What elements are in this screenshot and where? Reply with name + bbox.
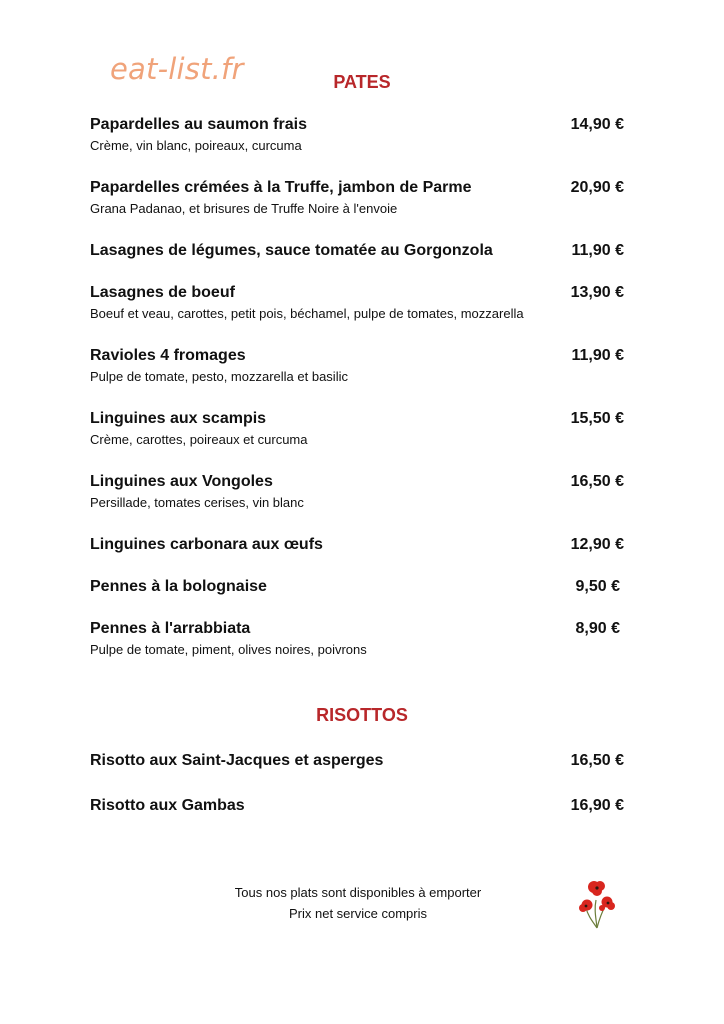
item-name: Ravioles 4 fromages (90, 347, 246, 364)
item-price: 16,50 € (570, 473, 624, 490)
menu-item (90, 241, 624, 261)
item-name: Risotto aux Gambas (90, 797, 245, 814)
menu-item (90, 178, 624, 217)
item-description: Crème, vin blanc, poireaux, curcuma (90, 138, 302, 153)
menu-item (90, 409, 624, 448)
item-price: 20,90 € (570, 179, 624, 196)
menu-item (90, 115, 624, 154)
item-description: Persillade, tomates cerises, vin blanc (90, 495, 304, 510)
item-price: 16,90 € (570, 797, 624, 814)
item-name: Lasagnes de boeuf (90, 284, 235, 301)
item-name: Linguines aux Vongoles (90, 473, 273, 490)
item-price: 9,50 € (575, 578, 620, 595)
item-name: Papardelles au saumon frais (90, 116, 307, 133)
item-name: Papardelles crémées à la Truffe, jambon de Parme (90, 179, 472, 196)
watermark: eat-list.fr (110, 52, 244, 86)
item-name: Lasagnes de légumes, sauce tomatée au Gorgonzola (90, 242, 493, 259)
menu-item (90, 619, 624, 658)
item-description: Crème, carottes, poireaux et curcuma (90, 432, 308, 447)
menu-item (90, 796, 624, 816)
footer-takeaway-note: Tous nos plats sont disponibles à emporter (234, 885, 482, 900)
item-description: Grana Padanao, et brisures de Truffe Noire à l'envoie (90, 201, 398, 216)
section-title-pates: PATES (333, 72, 391, 92)
poppy-flowers-icon (576, 878, 618, 930)
item-name: Linguines aux scampis (90, 410, 267, 427)
menu-item (90, 751, 624, 771)
item-price: 15,50 € (570, 410, 624, 427)
item-description: Pulpe de tomate, piment, olives noires, poivrons (90, 642, 367, 657)
item-name: Pennes à la bolognaise (90, 578, 267, 595)
item-name: Linguines carbonara aux œufs (90, 536, 323, 553)
item-price: 13,90 € (570, 284, 624, 301)
menu-item (90, 472, 624, 511)
item-name: Risotto aux Saint-Jacques et asperges (90, 752, 384, 769)
item-price: 11,90 € (571, 242, 624, 259)
menu-item (90, 283, 624, 322)
item-description: Pulpe de tomate, pesto, mozzarella et basilic (90, 369, 348, 384)
menu-item (90, 346, 624, 385)
item-price: 8,90 € (575, 620, 620, 637)
item-price: 11,90 € (571, 347, 624, 364)
menu-item (90, 577, 624, 597)
item-description: Boeuf et veau, carottes, petit pois, béchamel, pulpe de tomates, mozzarella (90, 306, 524, 321)
footer-price-note: Prix net service compris (289, 906, 427, 921)
item-price: 16,50 € (570, 752, 624, 769)
item-price: 12,90 € (570, 536, 624, 553)
section-title-risottos: RISOTTOS (316, 705, 408, 725)
menu-item (90, 535, 624, 555)
item-name: Pennes à l'arrabbiata (90, 620, 251, 637)
item-price: 14,90 € (570, 116, 624, 133)
